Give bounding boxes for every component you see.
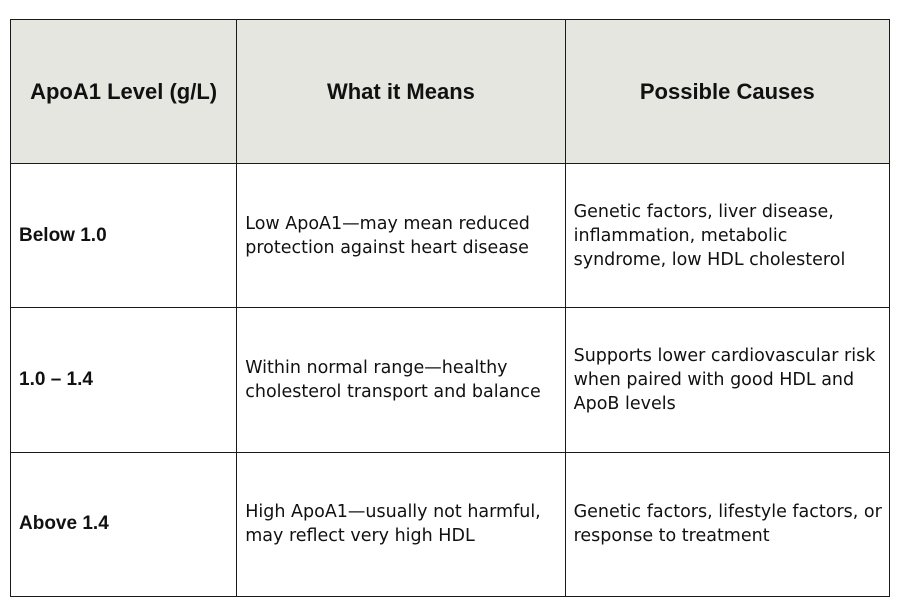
causes-cell: Genetic factors, liver disease, inflammation, metabolic syndrome, low HDL cholesterol [565,164,889,308]
meaning-cell: Low ApoA1—may mean reduced protection against heart disease [237,164,565,308]
level-cell: 1.0 – 1.4 [11,308,237,452]
table-row [11,164,890,308]
level-cell: Below 1.0 [11,164,237,308]
header-apoa1-level: ApoA1 Level (g/L) [11,20,237,164]
header-what-it-means: What it Means [237,20,565,164]
level-cell: Above 1.4 [11,452,237,596]
table-header-row [11,20,890,164]
table-row [11,452,890,596]
table-row [11,308,890,452]
header-possible-causes: Possible Causes [565,20,889,164]
apoa1-levels-table [10,19,890,597]
meaning-cell: Within normal range—healthy cholesterol transport and balance [237,308,565,452]
causes-cell: Supports lower cardiovascular risk when paired with good HDL and ApoB levels [565,308,889,452]
causes-cell: Genetic factors, lifestyle factors, or response to treatment [565,452,889,596]
meaning-cell: High ApoA1—usually not harmful, may reflect very high HDL [237,452,565,596]
